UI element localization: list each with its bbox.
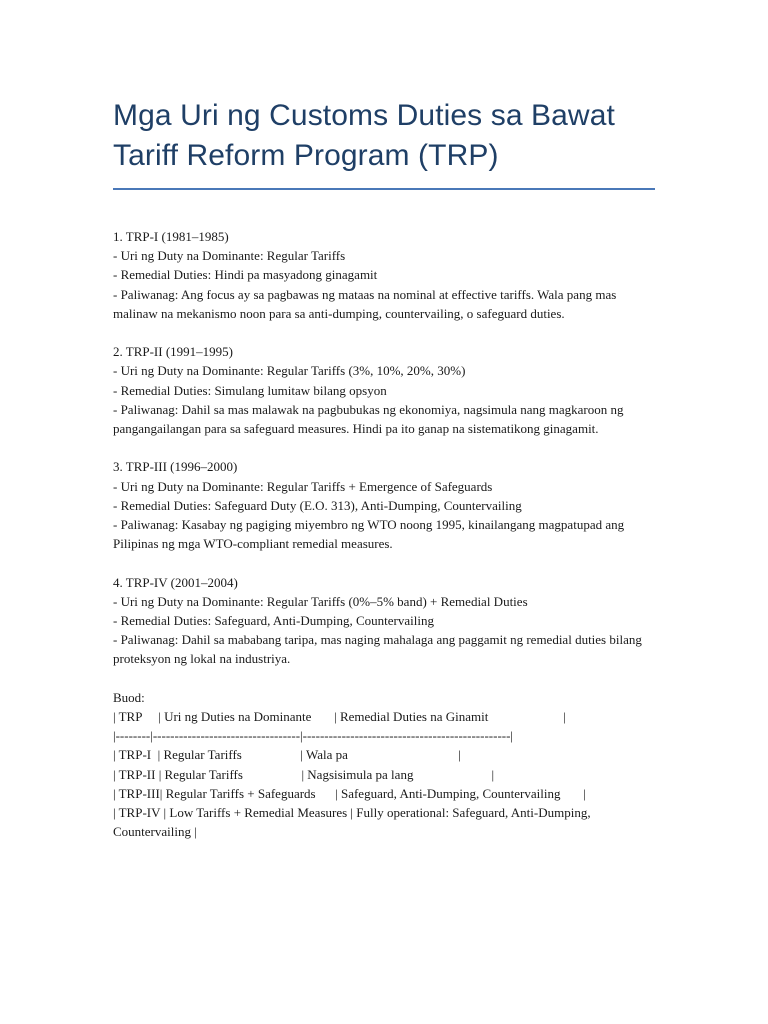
title-underline [113,188,655,190]
remedial-duties: - Remedial Duties: Simulang lumitaw bilang opsyon [113,382,387,398]
explanation: - Paliwanag: Dahil sa mas malawak na pagbubukas ng ekonomiya, nagsimula nang magkaroon ng pangangailangan para sa safeguard measures. Hindi pa ito ganap na sistematikong ginagamit. [113,401,624,437]
dominant-duty: - Uri ng Duty na Dominante: Regular Tariffs (0%–5% band) + Remedial Duties [113,593,528,609]
paragraph-gap [113,323,658,342]
explanation: - Paliwanag: Dahil sa mababang taripa, mas naging mahalaga ang paggamit ng remedial duties bilang proteksyon ng lokal na industriya. [113,632,642,667]
section-heading: 3. TRP-III (1996–2000) [113,459,238,475]
dominant-duty: - Uri ng Duty na Dominante: Regular Tariffs [113,248,346,264]
summary-table-row: | TRP | Uri ng Duties na Dominante | Remedial Duties na Ginamit | [113,709,566,725]
page-title: Mga Uri ng Customs Duties sa Bawat Tariff Reform Program (TRP) [113,99,615,172]
document-page [113,96,658,841]
section-trp-2 [113,342,658,438]
paragraph-gap [113,553,658,572]
summary-table-row: | TRP-I | Regular Tariffs | Wala pa | [113,747,461,763]
section-heading: 4. TRP-IV (2001–2004) [113,574,238,590]
summary-table-row: | TRP-IV | Low Tariffs + Remedial Measures | Fully operational: Safeguard, Anti-Dumping, Countervailing | [113,805,591,840]
dominant-duty: - Uri ng Duty na Dominante: Regular Tariffs + Emergence of Safeguards [113,478,493,494]
paragraph-gap [113,669,658,688]
summary-table-row: | TRP-II | Regular Tariffs | Nagsisimula pa lang | [113,766,495,782]
dominant-duty: - Uri ng Duty na Dominante: Regular Tariffs (3%, 10%, 20%, 30%) [113,363,466,379]
section-trp-3 [113,457,658,553]
summary-label: Buod: [113,689,145,705]
remedial-duties: - Remedial Duties: Hindi pa masyadong ginagamit [113,267,378,283]
explanation: - Paliwanag: Ang focus ay sa pagbawas ng mataas na nominal at effective tariffs. Wala pang mas malinaw na mekanismo noon para sa anti-dumping, countervailing, o safeguard duties. [113,286,617,321]
summary-table-row: | TRP-III| Regular Tariffs + Safeguards | Safeguard, Anti-Dumping, Countervailing | [113,785,586,801]
document-body [113,227,658,841]
remedial-duties: - Remedial Duties: Safeguard Duty (E.O. 313), Anti-Dumping, Countervailing [113,497,522,513]
explanation: - Paliwanag: Kasabay ng pagiging miyembro ng WTO noong 1995, kinailangang magpatupad ang Pilipinas ng mga WTO-compliant remedial measures. [113,517,625,552]
summary-block [113,688,658,842]
section-heading: 1. TRP-I (1981–1985) [113,229,229,244]
section-trp-1 [113,227,658,323]
section-heading: 2. TRP-II (1991–1995) [113,344,234,360]
section-trp-4 [113,573,658,669]
remedial-duties: - Remedial Duties: Safeguard, Anti-Dumping, Countervailing [113,613,434,629]
paragraph-gap [113,438,658,457]
summary-table-row: |--------|----------------------------------|------------------------------------------------| [113,728,514,744]
